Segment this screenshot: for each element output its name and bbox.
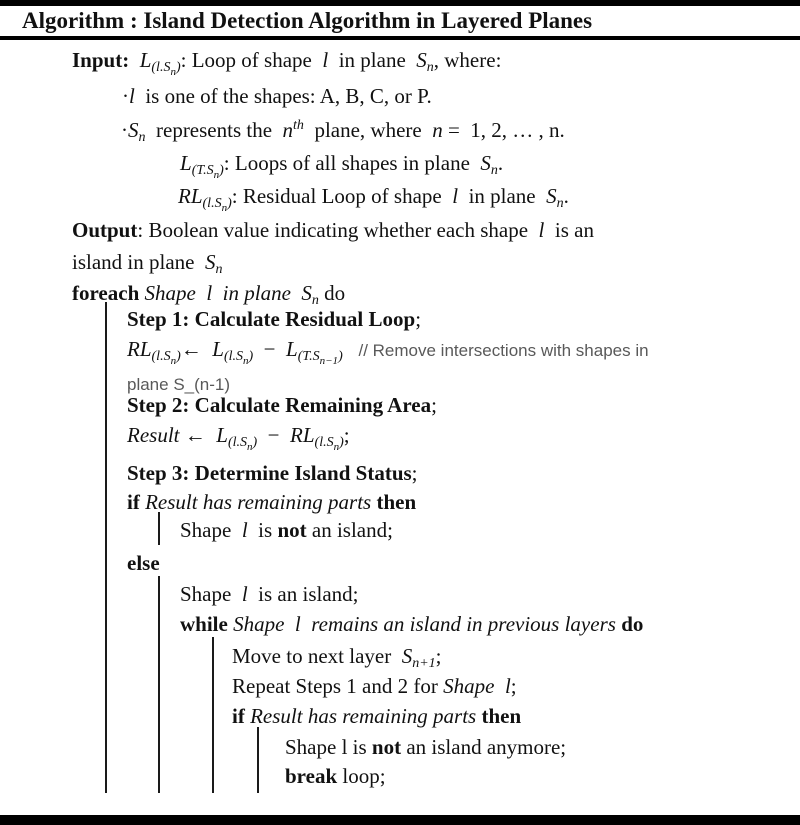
input-residual-note-seg-7: S bbox=[546, 184, 557, 208]
input-loops-all-note-seg-7: . bbox=[497, 151, 504, 175]
output-declaration-seg-0: Output bbox=[72, 218, 138, 242]
step1-equation-seg-15: // Remove intersections with shapes in bbox=[358, 341, 649, 360]
input-plane-note-seg-7: n bbox=[432, 118, 443, 142]
if-statement-seg-0: if bbox=[127, 490, 146, 514]
step2-equation-seg-7: RL bbox=[290, 423, 315, 447]
if-body-not-island-seg-3: not bbox=[277, 518, 307, 542]
inner-if-break-seg-1: loop; bbox=[337, 764, 386, 788]
input-loops-all-note-seg-2: n bbox=[213, 169, 220, 181]
step1-equation bbox=[127, 336, 649, 374]
step1-equation-seg-14 bbox=[343, 337, 359, 361]
input-loops-all-note-seg-3: ) bbox=[219, 163, 224, 178]
foreach-statement-seg-2: n bbox=[311, 293, 319, 308]
while-repeat-steps-seg-2: ; bbox=[510, 674, 517, 698]
output-continuation-seg-1: S bbox=[204, 250, 216, 274]
indent-line-while-body bbox=[212, 637, 214, 793]
input-plane-note-seg-1: S bbox=[128, 118, 139, 142]
input-declaration-seg-0: Input: bbox=[72, 48, 140, 72]
step1-comment-continuation-seg-0: plane S_(n-1) bbox=[127, 375, 231, 394]
input-declaration-seg-1: L bbox=[139, 48, 152, 72]
input-plane-note bbox=[121, 113, 565, 151]
else-body-island bbox=[180, 581, 359, 607]
step1-equation-seg-4: ← bbox=[180, 337, 213, 361]
else-body-island-seg-1: l bbox=[241, 582, 248, 606]
input-plane-note-seg-0: · bbox=[121, 118, 128, 142]
input-loops-all-note-seg-6: n bbox=[490, 163, 498, 178]
step2-equation-seg-5: ) bbox=[252, 435, 258, 450]
input-plane-note-seg-5: th bbox=[293, 118, 304, 133]
while-move-layer-seg-1: S bbox=[401, 644, 413, 668]
step3-header-seg-1: ; bbox=[411, 461, 418, 485]
input-residual-note-seg-2: n bbox=[221, 202, 228, 214]
input-residual-note-seg-4: : Residual Loop of shape bbox=[231, 184, 453, 208]
while-statement bbox=[180, 611, 643, 637]
output-declaration-seg-3: is an bbox=[544, 218, 594, 242]
step3-header bbox=[127, 460, 418, 486]
input-declaration bbox=[72, 47, 501, 85]
if-body-not-island-seg-2: is bbox=[247, 518, 278, 542]
while-repeat-steps-seg-1: Shape l bbox=[443, 674, 511, 698]
input-residual-note-seg-5: l bbox=[452, 184, 459, 208]
input-residual-note-seg-1: (l.S bbox=[202, 196, 222, 211]
step1-equation-seg-2: n bbox=[170, 355, 177, 367]
indent-line-inner-if-body bbox=[257, 727, 259, 793]
else-statement bbox=[127, 550, 160, 576]
input-declaration-seg-5: : Loop of shape bbox=[180, 48, 323, 72]
inner-if-statement-seg-0: if bbox=[232, 704, 251, 728]
step1-header-seg-1: ; bbox=[415, 307, 422, 331]
input-plane-note-seg-8: = 1, 2, … , n. bbox=[442, 118, 565, 142]
bottom-bar bbox=[0, 815, 800, 825]
step1-equation-seg-5: L bbox=[212, 337, 224, 361]
step1-equation-seg-8: ) bbox=[248, 349, 254, 364]
while-repeat-steps bbox=[232, 673, 517, 699]
inner-if-not-island-seg-1: not bbox=[371, 735, 402, 759]
step2-equation-seg-10: ) bbox=[339, 435, 344, 450]
step1-equation-seg-6: (l.S bbox=[223, 349, 243, 364]
while-statement-seg-3: do bbox=[621, 612, 644, 636]
step2-equation-seg-4: n bbox=[247, 441, 253, 453]
input-residual-note-seg-8: n bbox=[556, 196, 564, 211]
algorithm-title: Algorithm : Island Detection Algorithm in Layered Planes bbox=[22, 8, 593, 33]
step2-header bbox=[127, 392, 437, 418]
inner-if-not-island bbox=[285, 734, 566, 760]
input-shape-note-seg-2: is one of the shapes: A, B, C, or P. bbox=[134, 84, 432, 108]
while-move-layer-seg-3: ; bbox=[435, 644, 442, 668]
inner-if-not-island-seg-0: Shape l is bbox=[285, 735, 372, 759]
if-body-not-island-seg-0: Shape bbox=[180, 518, 242, 542]
input-loops-all-note-seg-5: S bbox=[480, 151, 491, 175]
step2-equation-seg-11: ; bbox=[343, 423, 350, 447]
input-declaration-seg-8: S bbox=[416, 48, 427, 72]
if-statement bbox=[127, 489, 416, 515]
if-body-not-island bbox=[180, 517, 393, 543]
step2-header-seg-0: Step 2: Calculate Remaining Area bbox=[127, 393, 432, 417]
step1-equation-seg-1: (l.S bbox=[151, 349, 171, 364]
inner-if-break bbox=[285, 763, 386, 789]
if-statement-seg-3: then bbox=[376, 490, 417, 514]
step1-equation-seg-10: L bbox=[286, 337, 298, 361]
indent-line-if-body bbox=[158, 512, 160, 545]
step2-equation bbox=[127, 422, 350, 460]
title-rule bbox=[0, 36, 800, 40]
output-declaration-seg-2: l bbox=[538, 218, 545, 242]
input-residual-note bbox=[178, 183, 569, 221]
input-loops-all-note-seg-4: : Loops of all shapes in plane bbox=[223, 151, 481, 175]
step1-equation-seg-12: n−1 bbox=[319, 355, 339, 367]
input-declaration-seg-3: n bbox=[170, 66, 176, 78]
if-body-not-island-seg-1: l bbox=[241, 518, 248, 542]
step2-header-seg-1: ; bbox=[431, 393, 437, 417]
inner-if-statement-seg-3: then bbox=[481, 704, 522, 728]
input-declaration-seg-9: n bbox=[426, 60, 434, 75]
input-loops-all-note-seg-0: L bbox=[180, 151, 192, 175]
output-declaration bbox=[72, 217, 594, 243]
indent-line-else-body bbox=[158, 576, 160, 793]
output-continuation-seg-2: n bbox=[215, 262, 223, 277]
output-continuation-seg-0: island in plane bbox=[72, 250, 205, 274]
input-loops-all-note-seg-1: (T.S bbox=[191, 163, 214, 178]
step3-header-seg-0: Step 3: Determine Island Status bbox=[127, 461, 412, 485]
else-statement-seg-0: else bbox=[127, 551, 160, 575]
step2-equation-seg-8: (l.S bbox=[314, 435, 334, 450]
step1-equation-seg-13: ) bbox=[338, 349, 343, 364]
while-move-layer-seg-2: n+1 bbox=[412, 656, 436, 671]
step2-equation-seg-1: ← bbox=[179, 423, 217, 447]
step1-header bbox=[127, 306, 421, 332]
step1-equation-seg-9: − bbox=[253, 337, 287, 361]
step1-equation-seg-3: ) bbox=[176, 349, 181, 364]
input-residual-note-seg-0: RL bbox=[178, 184, 203, 208]
input-plane-note-seg-6: plane, where bbox=[303, 118, 433, 142]
input-plane-note-seg-4: n bbox=[282, 118, 294, 142]
input-declaration-seg-7: in plane bbox=[328, 48, 417, 72]
foreach-statement-seg-0: foreach bbox=[72, 281, 145, 305]
indent-line-foreach-body bbox=[105, 302, 107, 793]
else-body-island-seg-0: Shape bbox=[180, 582, 242, 606]
else-body-island-seg-2: is an island; bbox=[247, 582, 359, 606]
inner-if-statement bbox=[232, 703, 521, 729]
input-shape-note bbox=[122, 83, 432, 109]
top-bar bbox=[0, 0, 800, 6]
step2-equation-seg-9: n bbox=[333, 441, 340, 453]
if-statement-seg-1: Result has remaining parts bbox=[145, 490, 372, 514]
step2-equation-seg-6: − bbox=[257, 423, 291, 447]
input-residual-note-seg-6: in plane bbox=[458, 184, 547, 208]
inner-if-not-island-seg-2: an island anymore; bbox=[401, 735, 567, 759]
step1-equation-seg-0: RL bbox=[127, 337, 152, 361]
while-move-layer-seg-0: Move to next layer bbox=[232, 644, 402, 668]
input-plane-note-seg-2: n bbox=[138, 130, 146, 145]
input-declaration-seg-10: , where: bbox=[433, 48, 502, 72]
step2-equation-seg-3: (l.S bbox=[227, 435, 247, 450]
step1-header-seg-0: Step 1: Calculate Residual Loop bbox=[127, 307, 416, 331]
step2-equation-seg-0: Result bbox=[127, 423, 180, 447]
output-declaration-seg-1: : Boolean value indicating whether each shape bbox=[137, 218, 539, 242]
input-declaration-seg-2: (l.S bbox=[151, 60, 171, 75]
while-move-layer bbox=[232, 643, 442, 677]
inner-if-break-seg-0: break bbox=[285, 764, 338, 788]
step1-equation-seg-11: (T.S bbox=[297, 349, 320, 364]
step2-equation-seg-2: L bbox=[216, 423, 228, 447]
step1-equation-seg-7: n bbox=[243, 355, 249, 367]
while-repeat-steps-seg-0: Repeat Steps 1 and 2 for bbox=[232, 674, 444, 698]
if-body-not-island-seg-4: an island; bbox=[306, 518, 393, 542]
while-statement-seg-1: Shape l remains an island in previous layers bbox=[233, 612, 616, 636]
input-shape-note-seg-0: · bbox=[122, 84, 129, 108]
input-plane-note-seg-3: represents the bbox=[145, 118, 283, 142]
input-residual-note-seg-3: ) bbox=[227, 196, 232, 211]
foreach-statement-seg-3: do bbox=[318, 281, 346, 305]
while-statement-seg-0: while bbox=[180, 612, 234, 636]
foreach-statement-seg-1: Shape l in plane S bbox=[144, 281, 312, 305]
input-shape-note-seg-1: l bbox=[129, 84, 135, 108]
input-residual-note-seg-9: . bbox=[563, 184, 569, 208]
inner-if-statement-seg-1: Result has remaining parts bbox=[250, 704, 477, 728]
input-declaration-seg-6: l bbox=[322, 48, 329, 72]
input-declaration-seg-4: ) bbox=[175, 60, 181, 75]
output-continuation bbox=[72, 249, 222, 283]
